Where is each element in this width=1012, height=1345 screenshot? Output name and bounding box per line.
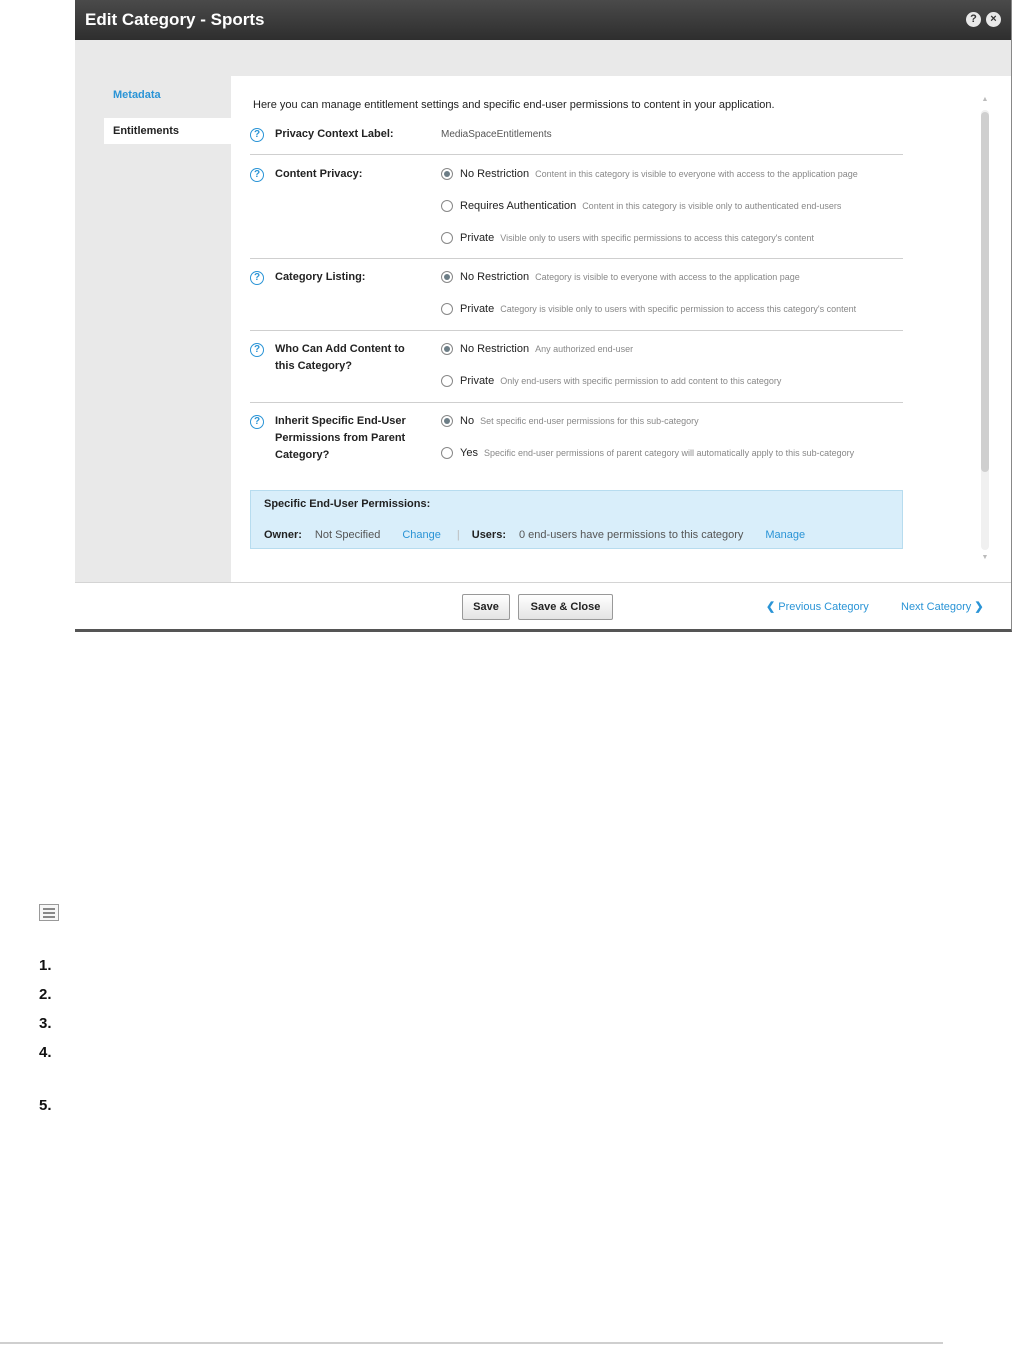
permissions-row bbox=[264, 529, 821, 541]
option-label: Requires Authentication bbox=[460, 200, 577, 212]
sidebar-item-entitlements[interactable]: Entitlements bbox=[104, 118, 231, 144]
help-icon[interactable]: ? bbox=[966, 12, 981, 27]
separator: | bbox=[456, 529, 460, 541]
intro-text: Here you can manage entitlement settings and specific end-user permissions to content in your application. bbox=[253, 99, 775, 111]
divider bbox=[250, 402, 903, 403]
privacy-context-label: Privacy Context Label: bbox=[275, 128, 394, 140]
content-privacy-label: Content Privacy: bbox=[275, 168, 363, 180]
option-label: No Restriction bbox=[460, 343, 530, 355]
category-listing-option-no-restriction[interactable] bbox=[441, 271, 800, 283]
titlebar-icons bbox=[966, 12, 1001, 27]
users-value: 0 end-users have permissions to this category bbox=[519, 529, 744, 541]
inherit-label-line1: Inherit Specific End-User bbox=[275, 415, 406, 427]
edit-category-dialog bbox=[75, 0, 1012, 632]
option-description: Only end-users with specific permission to add content to this category bbox=[500, 376, 782, 386]
inherit-option-yes[interactable] bbox=[441, 447, 854, 459]
next-category-label: Next Category bbox=[901, 601, 972, 613]
radio-button[interactable] bbox=[441, 303, 453, 315]
content-privacy-option-private[interactable] bbox=[441, 232, 814, 244]
who-can-add-label-line2: this Category? bbox=[275, 360, 353, 372]
radio-button[interactable] bbox=[441, 447, 453, 459]
radio-button[interactable] bbox=[441, 343, 453, 355]
bottom-divider bbox=[0, 1342, 943, 1344]
users-label: Users: bbox=[471, 529, 506, 541]
inherit-label-line2: Permissions from Parent bbox=[275, 432, 406, 444]
content-privacy-option-no-restriction[interactable] bbox=[441, 168, 858, 180]
privacy-context-value: MediaSpaceEntitlements bbox=[441, 129, 552, 140]
dialog-header-band bbox=[75, 40, 1011, 76]
category-listing-option-private[interactable] bbox=[441, 303, 856, 315]
divider bbox=[250, 258, 903, 259]
option-label: Private bbox=[460, 303, 495, 315]
scroll-down-arrow-icon[interactable]: ▼ bbox=[981, 554, 989, 561]
owner-value: Not Specified bbox=[314, 529, 381, 541]
close-icon[interactable]: × bbox=[986, 12, 1001, 27]
divider bbox=[250, 330, 903, 331]
vertical-scrollbar[interactable] bbox=[980, 96, 990, 564]
list-icon bbox=[39, 904, 59, 921]
option-label: No Restriction bbox=[460, 168, 530, 180]
manage-users-link[interactable]: Manage bbox=[765, 529, 806, 541]
sidebar bbox=[75, 76, 231, 582]
radio-button[interactable] bbox=[441, 271, 453, 283]
content-privacy-option-requires-auth[interactable] bbox=[441, 200, 841, 212]
scroll-up-arrow-icon[interactable]: ▲ bbox=[981, 96, 989, 103]
list-number: 4. bbox=[39, 1044, 52, 1061]
sidebar-item-metadata[interactable]: Metadata bbox=[113, 89, 161, 101]
help-question-icon[interactable]: ? bbox=[250, 168, 264, 182]
save-button[interactable]: Save bbox=[462, 594, 510, 620]
radio-button[interactable] bbox=[441, 415, 453, 427]
list-number: 2. bbox=[39, 986, 52, 1003]
dialog-title: Edit Category - Sports bbox=[85, 10, 265, 29]
help-question-icon[interactable]: ? bbox=[250, 271, 264, 285]
entitlements-panel bbox=[231, 76, 1011, 582]
option-description: Category is visible only to users with specific permission to access this category's content bbox=[500, 304, 857, 314]
list-number: 1. bbox=[39, 957, 52, 974]
change-owner-link[interactable]: Change bbox=[402, 529, 441, 541]
option-description: Content in this category is visible only to authenticated end-users bbox=[582, 201, 842, 211]
help-question-icon[interactable]: ? bbox=[250, 343, 264, 357]
option-label: No bbox=[460, 415, 475, 427]
option-description: Set specific end-user permissions for this sub-category bbox=[480, 416, 699, 426]
option-description: Category is visible to everyone with access to the application page bbox=[535, 272, 800, 282]
option-label: No Restriction bbox=[460, 271, 530, 283]
divider bbox=[250, 154, 903, 155]
radio-button[interactable] bbox=[441, 232, 453, 244]
chevron-left-icon: ❮ bbox=[766, 601, 776, 613]
option-label: Private bbox=[460, 232, 495, 244]
radio-button[interactable] bbox=[441, 200, 453, 212]
list-number: 3. bbox=[39, 1015, 52, 1032]
option-description: Content in this category is visible to everyone with access to the application page bbox=[535, 169, 858, 179]
option-label: Private bbox=[460, 375, 495, 387]
previous-category-link[interactable] bbox=[766, 600, 869, 613]
next-category-link[interactable] bbox=[901, 600, 984, 613]
owner-label: Owner: bbox=[264, 529, 302, 541]
dialog-footer bbox=[75, 582, 1011, 629]
save-and-close-button[interactable]: Save & Close bbox=[518, 594, 613, 620]
permissions-title: Specific End-User Permissions: bbox=[264, 498, 431, 510]
dialog-titlebar bbox=[75, 0, 1011, 40]
chevron-right-icon: ❯ bbox=[974, 601, 984, 613]
end-user-permissions-box bbox=[250, 490, 903, 549]
help-question-icon[interactable]: ? bbox=[250, 128, 264, 142]
option-description: Any authorized end-user bbox=[535, 344, 634, 354]
who-can-add-label-line1: Who Can Add Content to bbox=[275, 343, 405, 355]
inherit-label-line3: Category? bbox=[275, 449, 330, 461]
inherit-permissions-label bbox=[275, 413, 406, 464]
who-can-add-label bbox=[275, 341, 405, 375]
inherit-option-no[interactable] bbox=[441, 415, 699, 427]
list-number: 5. bbox=[39, 1097, 52, 1114]
previous-category-label: Previous Category bbox=[778, 601, 869, 613]
who-can-add-option-private[interactable] bbox=[441, 375, 781, 387]
category-listing-label: Category Listing: bbox=[275, 271, 366, 283]
help-question-icon[interactable]: ? bbox=[250, 415, 264, 429]
scrollbar-thumb[interactable] bbox=[981, 112, 989, 472]
radio-button[interactable] bbox=[441, 168, 453, 180]
option-description: Visible only to users with specific permissions to access this category's content bbox=[500, 233, 814, 243]
who-can-add-option-no-restriction[interactable] bbox=[441, 343, 633, 355]
option-description: Specific end-user permissions of parent category will automatically apply to this sub-category bbox=[483, 448, 855, 458]
radio-button[interactable] bbox=[441, 375, 453, 387]
option-label: Yes bbox=[460, 447, 478, 459]
